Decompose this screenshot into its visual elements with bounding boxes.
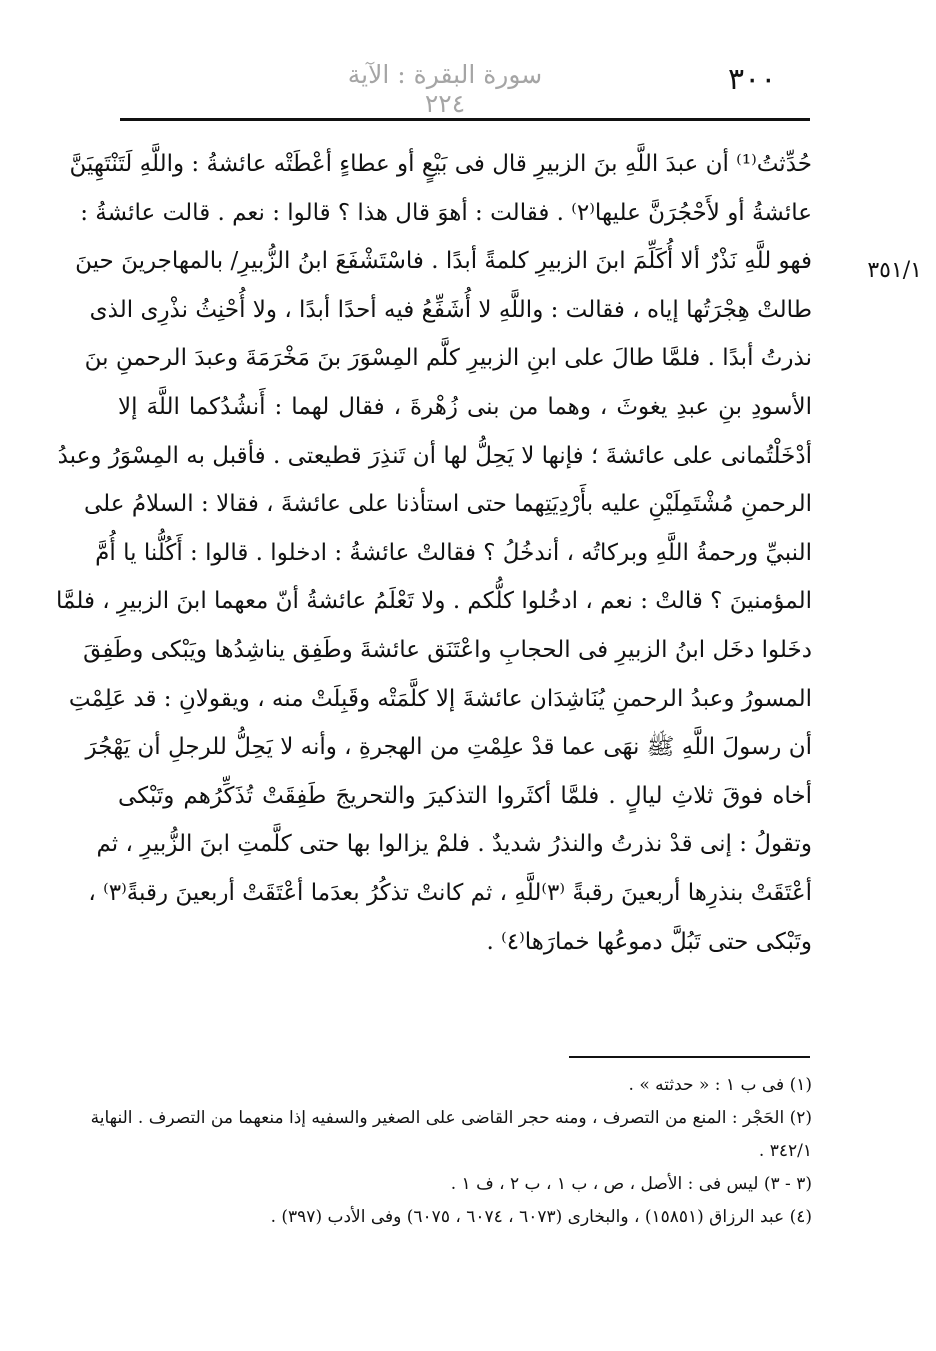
header-rule bbox=[120, 118, 810, 121]
footnotes bbox=[90, 1069, 812, 1234]
footnote-rule bbox=[569, 1056, 810, 1058]
footnote: (٣ - ٣) ليس فى : الأصل ، ص ، ب ١ ، ب ٢ ، ف ١ . bbox=[450, 1174, 812, 1194]
text-line: الأسودِ بنِ عبدِ يغوثَ ، وهما من بنى زُهْرةَ ، فقال لهما : أَنشُدُكما اللَّهَ إلا bbox=[118, 393, 812, 420]
text-line: دخَلوا دخَل ابنُ الزبيرِ فى الحجابِ واعْتَنَق عائشةَ وطَفِق يناشِدُها ويَبْكى وطَفِقَ bbox=[83, 636, 812, 663]
text-line: أن رسولَ اللَّهِ ﷺ نهَى عما قدْ علِمْتِ من الهجرةِ ، وأنه لا يَحِلُّ للرجلِ أن يَهْجُرَ bbox=[85, 734, 812, 761]
text-line: المؤمنينَ ؟ قالتْ : نعم ، ادخُلوا كلُّكم . ولا تَعْلَمُ عائشةُ أنّ معهما ابنَ الزبيرِ ، فلمَّا bbox=[56, 588, 812, 615]
text-line: وتقولُ : إنى قدْ نذرتُ والنذرُ شديدٌ . فلمْ يزالوا بها حتى كلَّمتِ ابنَ الزُّبيرِ ، ثم bbox=[96, 831, 812, 858]
text-line: نذرتُ أبدًا . فلمَّا طالَ على ابنِ الزبيرِ كلَّم المِسْوَرَ بنَ مَخْرَمَةَ وعبدَ الرحمنِ بنَ bbox=[84, 345, 812, 372]
footnote: ٣٤٢/١ . bbox=[758, 1141, 812, 1161]
margin-reference: ٣٥١/١ bbox=[867, 258, 922, 283]
text-line: المسورُ وعبدُ الرحمنِ يُنَاشِدَان عائشةَ إلا كلَّمَتْه وقَبِلَتْ منه ، ويقولانِ : قد عَلِمْتِ bbox=[68, 685, 812, 712]
text-line: أعْتَقَتْ بنذرِها أربعينَ رقبةً ⁽٣⁾للَّهِ ، ثم كانتْ تذكُرُ بعدَما أعْتَقَتْ أربعينَ رقبةً⁽٣⁾ ، bbox=[88, 879, 812, 906]
footnote: (١) فى ب ١ : « حدثته » . bbox=[628, 1075, 812, 1095]
text-line: الرحمنِ مُشْتَمِلَيْنِ عليه بأَرْدِيَتِهما حتى استأذنا على عائشةَ ، فقالا : السلامُ على bbox=[84, 491, 812, 518]
running-title: سورة البقرة : الآية ٢٢٤ bbox=[347, 60, 543, 118]
text-line: وتَبْكى حتى تَبُلَّ دموعُها خمارَها⁽٤⁾ . bbox=[486, 928, 812, 955]
text-line: طالتْ هِجْرَتُها إياه ، فقالت : واللَّهِ لا أُشَفِّعُ فيه أحدًا أبدًا ، ولا أُحْنِثُ نذْرِى الذى bbox=[89, 296, 812, 323]
text-line: أخاه فوقَ ثلاثِ ليالٍ . فلمَّا أكثَروا التذكيرَ والتحريجَ طَفِقَتْ تُذَكِّرُهم وتَبْكى bbox=[118, 782, 812, 809]
footnote: (٢) الحَجْر : المنع من التصرف ، ومنه حجر القاضى على الصغير والسفيه إذا منعهما من التصرف . النهاية bbox=[90, 1108, 812, 1128]
text-line: فهو للَّهِ نَذْرٌ ألا أُكَلِّمَ ابنَ الزبيرِ كلمةً أبدًا . فاسْتَشْفَعَ ابنُ الزُّبيرِ/ بالمهاجرينَ حينَ bbox=[75, 248, 812, 275]
text-line: عائشةُ أو لأَحْجُرَنَّ عليها⁽٢⁾ . فقالت : أهوَ قال هذا ؟ قالوا : نعم . قالت عائشةُ : bbox=[80, 199, 812, 226]
text-line: النبيِّ ورحمةُ اللَّهِ وبركاتُه ، أندخُلُ ؟ فقالتْ عائشةُ : ادخلوا . قالوا : أَكُلُّنا يا أُمَّ bbox=[95, 539, 812, 566]
page-number: ٣٠٠ bbox=[728, 62, 777, 97]
text-line: حُدِّثتُ⁽¹⁾ أن عبدَ اللَّهِ بنَ الزبيرِ قال فى بَيْعٍ أو عطاءٍ أعْطَتْه عائشةُ : واللَّهِ لَتَنْتَهِيَنَّ bbox=[69, 151, 812, 177]
footnote: (٤) عبد الرزاق (١٥٨٥١) ، والبخارى (٦٠٧٣ ، ٦٠٧٤ ، ٦٠٧٥) وفى الأدب (٣٩٧) . bbox=[270, 1207, 812, 1227]
text-line: أدْخَلْتُمانى على عائشةَ ؛ فإنها لا يَحِلُّ لها أن تَنذِرَ قطيعتى . فأقبل به المِسْوَرُ وعبدُ bbox=[57, 442, 812, 469]
main-text bbox=[56, 140, 812, 966]
